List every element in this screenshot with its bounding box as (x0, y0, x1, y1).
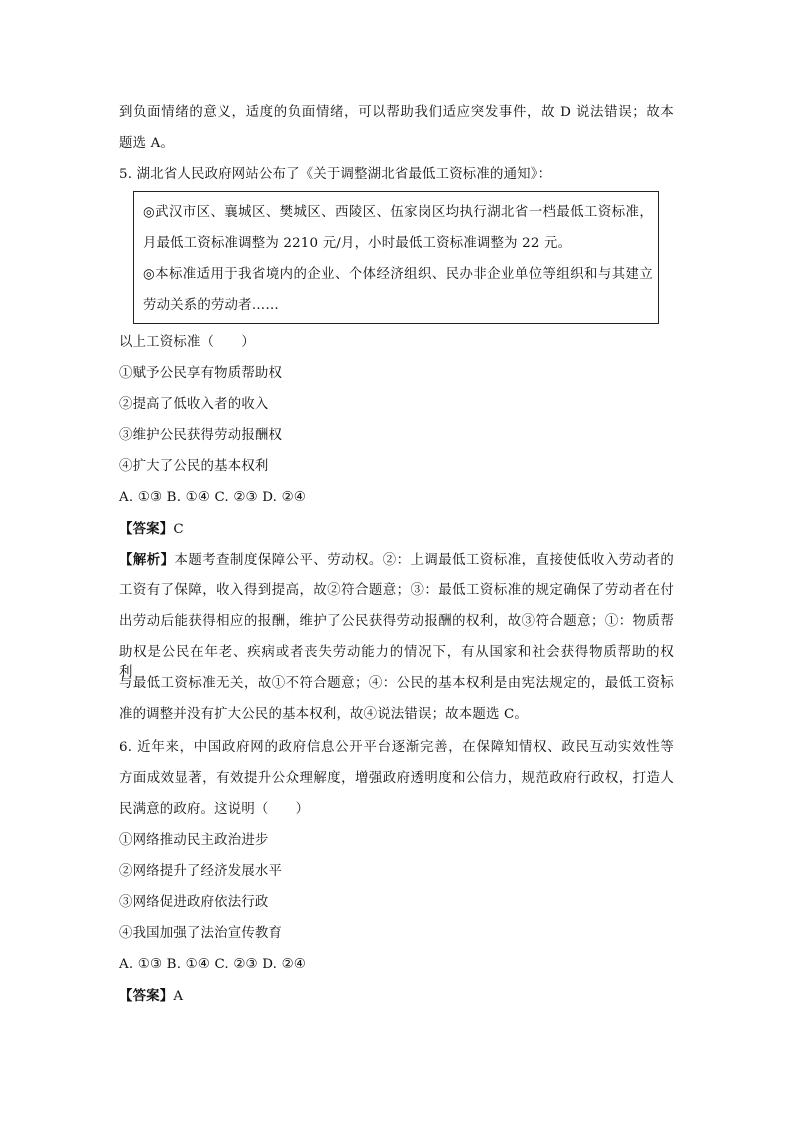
statement-item: ③维护公民获得劳动报酬权 (119, 428, 283, 443)
question-6-stem: 方面成效显著，有效提升公众理解度，增强政府透明度和公信力，规范政府行政权，打造人 (119, 771, 674, 786)
statement-item: ①赋予公民享有物质帮助权 (119, 366, 283, 381)
analysis-label: 【解析】 (119, 552, 175, 568)
answer-value: A (173, 989, 184, 1004)
question-5-prompt: 以上工资标准（ ） (119, 335, 255, 350)
statement-item: ②网络提升了经济发展水平 (119, 864, 283, 879)
notice-excerpt-line: 月最低工资标准调整为 2210 元/月，小时最低工资标准调整为 22 元。 (143, 236, 572, 251)
answer-label: 【答案】 (119, 988, 174, 1004)
statement-item: ④我国加强了法治宣传教育 (119, 926, 283, 941)
analysis-line (119, 550, 674, 570)
answer-line (119, 986, 183, 1006)
analysis-line: 准的调整并没有扩大公民的基本权利，故④说法错误；故本题选 C。 (119, 707, 529, 722)
analysis-line: 助权是公民在年老、疾病或者丧失劳动能力的情况下，有从国家和社会获得物质帮助的权利， (119, 645, 674, 680)
analysis-line: 出劳动后能获得相应的报酬，维护了公民获得劳动报酬的权利，故③符合题意；①：物质帮 (119, 614, 674, 629)
answer-line (119, 519, 184, 539)
statement-item: ②提高了低收入者的收入 (119, 397, 269, 412)
analysis-continuation-line: 到负面情绪的意义，适度的负面情绪，可以帮助我们适应突发事件，故 D 说法错误；故本 (119, 105, 674, 120)
notice-excerpt-line: ◎武汉市区、襄城区、樊城区、西陵区、伍家岗区均执行湖北省一档最低工资标准， (143, 205, 653, 220)
analysis-line: 工资有了保障，收入得到提高，故②符合题意；③：最低工资标准的规定确保了劳动者在付 (119, 583, 674, 598)
analysis-line: 与最低工资标准无关，故①不符合题意；④：公民的基本权利是由宪法规定的，最低工资标 (119, 676, 674, 691)
analysis-continuation-line: 题选 A。 (119, 136, 175, 151)
answer-options: A. ①③ B. ①④ C. ②③ D. ②④ (119, 490, 306, 505)
answer-value: C (173, 522, 184, 537)
notice-excerpt-line: ◎本标准适用于我省境内的企业、个体经济组织、民办非企业单位等组织和与其建立 (143, 267, 653, 282)
question-6-stem: 6. 近年来，中国政府网的政府信息公开平台逐渐完善，在保障知情权、政民互动实效性等 (119, 740, 674, 755)
statement-item: ③网络促进政府依法行政 (119, 895, 269, 910)
statement-item: ④扩大了公民的基本权利 (119, 459, 269, 474)
answer-label: 【答案】 (119, 521, 174, 537)
notice-excerpt-line: 劳动关系的劳动者…… (143, 298, 279, 313)
question-5-stem: 5. 湖北省人民政府网站公布了《关于调整湖北省最低工资标准的通知》： (119, 167, 552, 182)
answer-options: A. ①③ B. ①④ C. ②③ D. ②④ (119, 957, 306, 972)
analysis-text: 本题考查制度保障公平、劳动权。②：上调最低工资标准，直接使低收入劳动者的 (174, 553, 674, 568)
statement-item: ①网络推动民主政治进步 (119, 833, 269, 848)
question-6-stem: 民满意的政府。这说明（ ） (119, 802, 310, 817)
